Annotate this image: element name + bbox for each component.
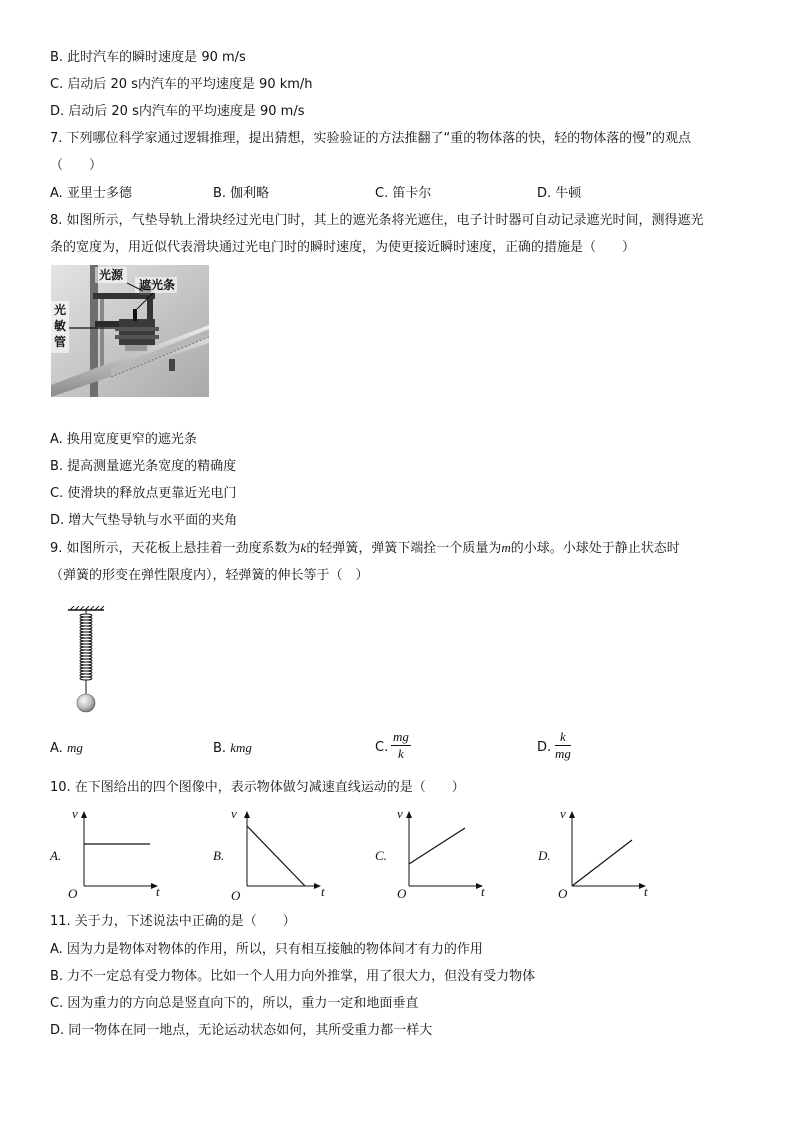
q10-graph-c	[373, 806, 493, 906]
q7-option-b: B. 伽利略	[213, 186, 270, 201]
photo-label-photo-tube: 光敏管	[54, 303, 67, 349]
q9-option-b-label: B.	[213, 741, 231, 756]
graph-d-origin-label: O	[558, 886, 568, 901]
q7-option-c: C. 笛卡尔	[375, 186, 432, 201]
q9-option-d-denominator: mg	[555, 746, 571, 761]
q11-option-a: A. 因为力是物体对物体的作用，所以，只有相互接触的物体间才有力的作用	[50, 942, 483, 957]
q9-option-d-fraction	[555, 730, 571, 761]
graph-b-option-label: B.	[213, 848, 225, 863]
graph-c-axes	[373, 806, 493, 906]
graph-b-t-label: t	[321, 884, 325, 899]
graph-d-line	[572, 840, 632, 886]
q11-option-d: D. 同一物体在同一地点，无论运动状态如何，其所受重力都一样大	[50, 1023, 433, 1038]
q9-option-d-numerator: k	[555, 730, 571, 746]
ball	[77, 694, 95, 712]
graph-a-axes	[48, 806, 168, 906]
graph-d-axes	[536, 806, 656, 906]
graph-d-option-label: D.	[538, 848, 551, 863]
graph-b-v-label: v	[231, 806, 237, 821]
q8-option-d: D. 增大气垫导轨与水平面的夹角	[50, 513, 238, 528]
q8-stem-line2: 条的宽度为，用近似代表滑块通过光电门时的瞬时速度，为使更接近瞬时速度，正确的措施是（ ）	[50, 240, 636, 255]
q9-option-c-fraction	[391, 730, 411, 761]
q10-graph-b	[211, 806, 331, 906]
graph-c-option-label: C.	[375, 848, 387, 863]
q11-stem: 11. 关于力，下述说法中正确的是（ ）	[50, 914, 296, 929]
q9-option-c-label: C.	[375, 740, 389, 755]
graph-b-origin-label: O	[231, 888, 241, 903]
q9-option-a-label: A.	[50, 741, 67, 756]
air-track-photo	[51, 265, 209, 397]
graph-c-t-label: t	[481, 884, 485, 899]
q6-option-b: B. 此时汽车的瞬时速度是 90 m/s	[50, 50, 246, 65]
q9-stem-post: 的小球。小球处于静止状态时	[510, 541, 680, 556]
graph-b-line	[247, 826, 305, 886]
q8-option-b: B. 提高测量遮光条宽度的精确度	[50, 459, 237, 474]
q7-option-d: D. 牛顿	[537, 186, 582, 201]
q9-option-c-numerator: mg	[393, 729, 409, 744]
q9-option-b-value: kmg	[230, 740, 252, 755]
q9-stem-mid: 的轻弹簧，弹簧下端拴一个质量为	[306, 541, 502, 556]
q9-option-a-value: mg	[66, 740, 83, 755]
q9-stem-pre: 9. 如图所示，天花板上悬挂着一劲度系数为	[50, 541, 301, 556]
q9-option-c-denominator: k	[398, 746, 404, 761]
graph-b-axes	[211, 806, 331, 906]
q9-symbol-k: k	[300, 540, 307, 555]
graph-c-v-label: v	[397, 806, 403, 821]
q9-option-b	[213, 740, 252, 757]
q7-stem: 7. 下列哪位科学家通过逻辑推理，提出猜想，实验验证的方法推翻了“重的物体落的快，轻的物体落的慢”的观点	[50, 131, 692, 146]
q8-option-c: C. 使滑块的释放点更靠近光电门	[50, 486, 237, 501]
q11-option-b: B. 力不一定总有受力物体。比如一个人用力向外推掌，用了很大力，但没有受力物体	[50, 969, 536, 984]
q7-answer-paren: （ ）	[50, 158, 103, 173]
q6-option-d: D. 启动后 20 s内汽车的平均速度是 90 m/s	[50, 104, 305, 119]
q9-stem-line2: （弹簧的形变在弹性限度内），轻弹簧的伸长等于（ ）	[50, 568, 369, 583]
graph-d-t-label: t	[644, 884, 648, 899]
spring-ball-figure	[64, 606, 108, 718]
q8-stem-line1: 8. 如图所示，气垫导轨上滑块经过光电门时，其上的遮光条将光遮住，电子计时器可自动记录遮光时间，测得遮光	[50, 213, 704, 228]
q9-stem-line1	[50, 540, 680, 557]
graph-d-v-label: v	[560, 806, 566, 821]
q11-option-c: C. 因为重力的方向总是竖直向下的，所以，重力一定和地面垂直	[50, 996, 419, 1011]
spring	[80, 610, 92, 682]
q8-option-a: A. 换用宽度更窄的遮光条	[50, 432, 197, 447]
q10-stem: 10. 在下图给出的四个图像中，表示物体做匀减速直线运动的是（ ）	[50, 780, 465, 795]
q6-option-c: C. 启动后 20 s内汽车的平均速度是 90 km/h	[50, 77, 313, 92]
photo-label-shade-strip: 遮光条	[139, 278, 176, 292]
q9-option-d-label: D.	[537, 740, 552, 755]
graph-c-line	[409, 828, 465, 864]
graph-a-origin-label: O	[68, 886, 78, 901]
q10-graph-a	[48, 806, 168, 906]
graph-a-option-label: A.	[50, 848, 62, 863]
graph-a-t-label: t	[156, 884, 160, 899]
q10-graph-d	[536, 806, 656, 906]
air-track-photo-drawing	[51, 265, 209, 397]
q9-option-a	[50, 740, 83, 757]
photo-label-light-source: 光源	[99, 268, 124, 282]
q9-symbol-m: m	[501, 540, 511, 555]
q7-option-a: A. 亚里士多德	[50, 186, 132, 201]
graph-c-origin-label: O	[397, 886, 407, 901]
graph-a-v-label: v	[72, 806, 78, 821]
